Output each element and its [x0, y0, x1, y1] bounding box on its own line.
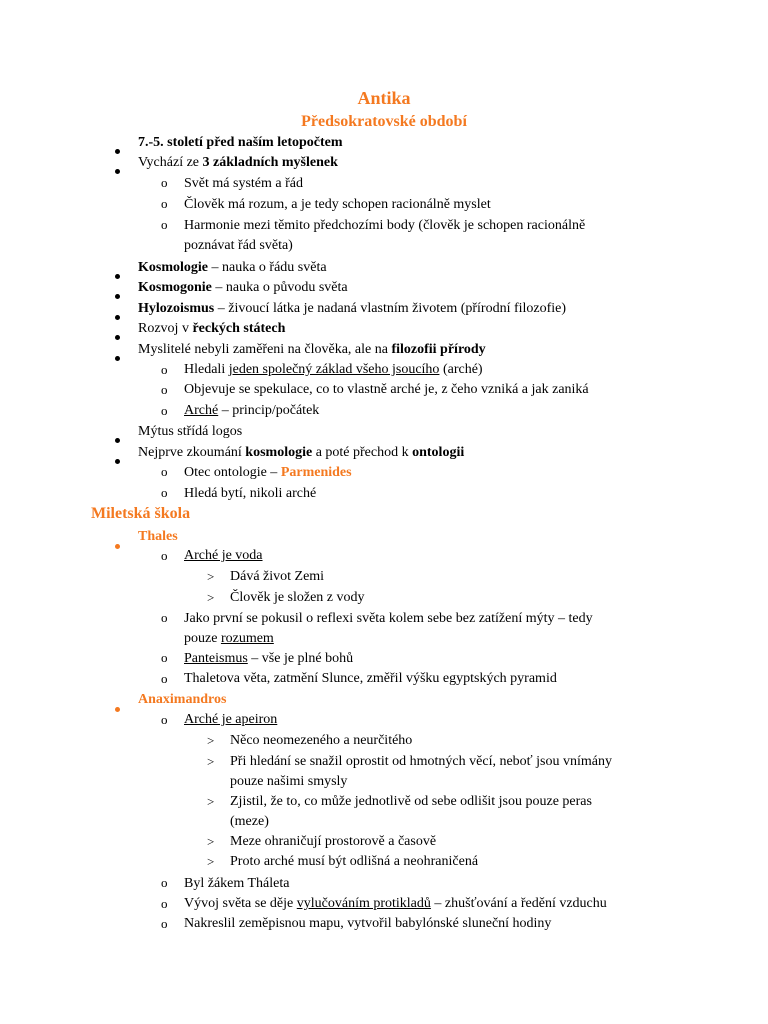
- circle-bullet-icon: o: [161, 875, 168, 890]
- text: – nauka o řádu světa: [208, 260, 327, 275]
- list-item: [184, 463, 352, 483]
- circle-bullet-icon: o: [161, 610, 168, 625]
- bullet-icon: [115, 141, 120, 161]
- list-item: Proto arché musí být odlišná a neohraničená: [230, 854, 479, 869]
- text: Vychází ze: [138, 155, 203, 170]
- arrow-bullet-icon: >: [207, 854, 215, 869]
- list-item: [138, 278, 348, 298]
- text: Hledali: [184, 362, 229, 377]
- circle-bullet-icon: o: [161, 196, 168, 211]
- page-title: Antika: [357, 88, 411, 108]
- list-item-continuation: pouze našimi smysly: [230, 774, 348, 789]
- list-item: [138, 319, 285, 339]
- underlined-text: Panteismus: [184, 651, 248, 666]
- text: Rozvoj v: [138, 321, 193, 336]
- list-item: Thaletova věta, zatmění Slunce, změřil výšku egyptských pyramid: [184, 671, 557, 686]
- circle-bullet-icon: o: [161, 896, 168, 911]
- text: Nejprve zkoumání: [138, 445, 246, 460]
- bullet-icon: [115, 286, 120, 306]
- list-item: Něco neomezeného a neurčitého: [230, 733, 413, 748]
- list-item: [184, 894, 607, 914]
- arrow-bullet-icon: >: [207, 590, 215, 605]
- underlined-text: vylučováním protikladů: [296, 896, 431, 911]
- bold-text: Kosmologie: [138, 260, 208, 275]
- arrow-bullet-icon: >: [207, 569, 215, 584]
- bullet-icon: [115, 430, 120, 450]
- circle-bullet-icon: o: [161, 712, 168, 727]
- text: – vše je plné bohů: [247, 651, 354, 666]
- orange-bullet-icon: [115, 536, 120, 556]
- text: – princip/počátek: [218, 403, 320, 418]
- circle-bullet-icon: o: [161, 403, 168, 418]
- list-item: Člověk je složen z vody: [230, 590, 365, 605]
- bold-text: řeckých státech: [192, 321, 286, 336]
- bold-text: filozofii přírody: [391, 342, 486, 357]
- bold-text: kosmologie: [245, 445, 313, 460]
- circle-bullet-icon: o: [161, 362, 168, 377]
- list-item: [184, 649, 353, 669]
- list-item: [138, 443, 464, 463]
- bold-text: Kosmogonie: [138, 280, 212, 295]
- circle-bullet-icon: o: [161, 382, 168, 397]
- list-item: Dává život Zemi: [230, 569, 325, 584]
- list-item: [138, 340, 486, 360]
- arrow-bullet-icon: >: [207, 754, 215, 769]
- list-item: Harmonie mezi těmito předchozími body (člověk je schopen racionálně: [184, 218, 586, 233]
- text: (arché): [439, 362, 483, 377]
- text: Otec ontologie –: [184, 465, 281, 480]
- list-item: Arché je voda: [184, 548, 263, 563]
- bullet-icon: [115, 266, 120, 286]
- bullet-icon: [115, 348, 120, 368]
- orange-bullet-icon: [115, 699, 120, 719]
- list-item: 7.-5. století před naším letopočtem: [138, 135, 343, 150]
- circle-bullet-icon: o: [161, 175, 168, 190]
- philosopher-name: Anaximandros: [138, 692, 227, 707]
- list-item: Nakreslil zeměpisnou mapu, vytvořil babylónské sluneční hodiny: [184, 916, 552, 931]
- text: – zhušťování a ředění vzduchu: [430, 896, 607, 911]
- philosopher-name: Thales: [138, 529, 178, 544]
- list-item: Jako první se pokusil o reflexi světa kolem sebe bez zatížení mýty – tedy: [184, 611, 593, 626]
- bullet-icon: [115, 327, 120, 347]
- bullet-icon: [115, 307, 120, 327]
- underlined-text: jeden společný základ všeho jsoucího: [228, 362, 440, 377]
- list-item-continuation: [184, 629, 274, 649]
- circle-bullet-icon: o: [161, 671, 168, 686]
- list-item-continuation: (meze): [230, 814, 269, 829]
- list-item: Meze ohraničují prostorově a časově: [230, 834, 437, 849]
- underlined-text: rozumem: [220, 631, 274, 646]
- underlined-text: Arché: [184, 403, 219, 418]
- circle-bullet-icon: o: [161, 217, 168, 232]
- circle-bullet-icon: o: [161, 464, 168, 479]
- circle-bullet-icon: o: [161, 548, 168, 563]
- arrow-bullet-icon: >: [207, 733, 215, 748]
- list-item: Svět má systém a řád: [184, 176, 303, 191]
- bold-text: 3 základních myšlenek: [202, 155, 338, 170]
- text: – nauka o původu světa: [211, 280, 348, 295]
- bullet-icon: [115, 451, 120, 471]
- list-item: Při hledání se snažil oprostit od hmotných věcí, neboť jsou vnímány: [230, 754, 612, 769]
- list-item: Byl žákem Tháleta: [184, 876, 290, 891]
- circle-bullet-icon: o: [161, 485, 168, 500]
- section-heading: Miletská škola: [91, 505, 191, 522]
- list-item: Člověk má rozum, a je tedy schopen racionálně myslet: [184, 197, 491, 212]
- bold-text: ontologii: [412, 445, 465, 460]
- list-item: Zjistil, že to, co může jednotlivě od sebe odlišit jsou pouze peras: [230, 794, 592, 809]
- list-item: Hledá bytí, nikoli arché: [184, 486, 317, 501]
- list-item: [138, 153, 338, 173]
- arrow-bullet-icon: >: [207, 794, 215, 809]
- list-item: [184, 360, 483, 380]
- bullet-icon: [115, 161, 120, 181]
- page-subtitle: Předsokratovské období: [301, 113, 467, 130]
- list-item: [138, 299, 566, 319]
- text: pouze: [184, 631, 221, 646]
- list-item-continuation: poznávat řád světa): [184, 238, 293, 253]
- text: – živoucí látka je nadaná vlastním životem (přírodní filozofie): [214, 301, 567, 316]
- circle-bullet-icon: o: [161, 916, 168, 931]
- list-item: Objevuje se spekulace, co to vlastně arché je, z čeho vzniká a jak zaniká: [184, 382, 589, 397]
- list-item: Mýtus střídá logos: [138, 424, 243, 439]
- highlighted-name: Parmenides: [280, 465, 352, 480]
- text: a poté přechod k: [312, 445, 413, 460]
- circle-bullet-icon: o: [161, 650, 168, 665]
- arrow-bullet-icon: >: [207, 834, 215, 849]
- list-item: Arché je apeiron: [184, 712, 278, 727]
- text: Myslitelé nebyli zaměřeni na člověka, ale na: [138, 342, 392, 357]
- bold-text: Hylozoismus: [138, 301, 215, 316]
- list-item: [138, 258, 327, 278]
- text: Vývoj světa se děje: [184, 896, 297, 911]
- list-item: [184, 401, 319, 421]
